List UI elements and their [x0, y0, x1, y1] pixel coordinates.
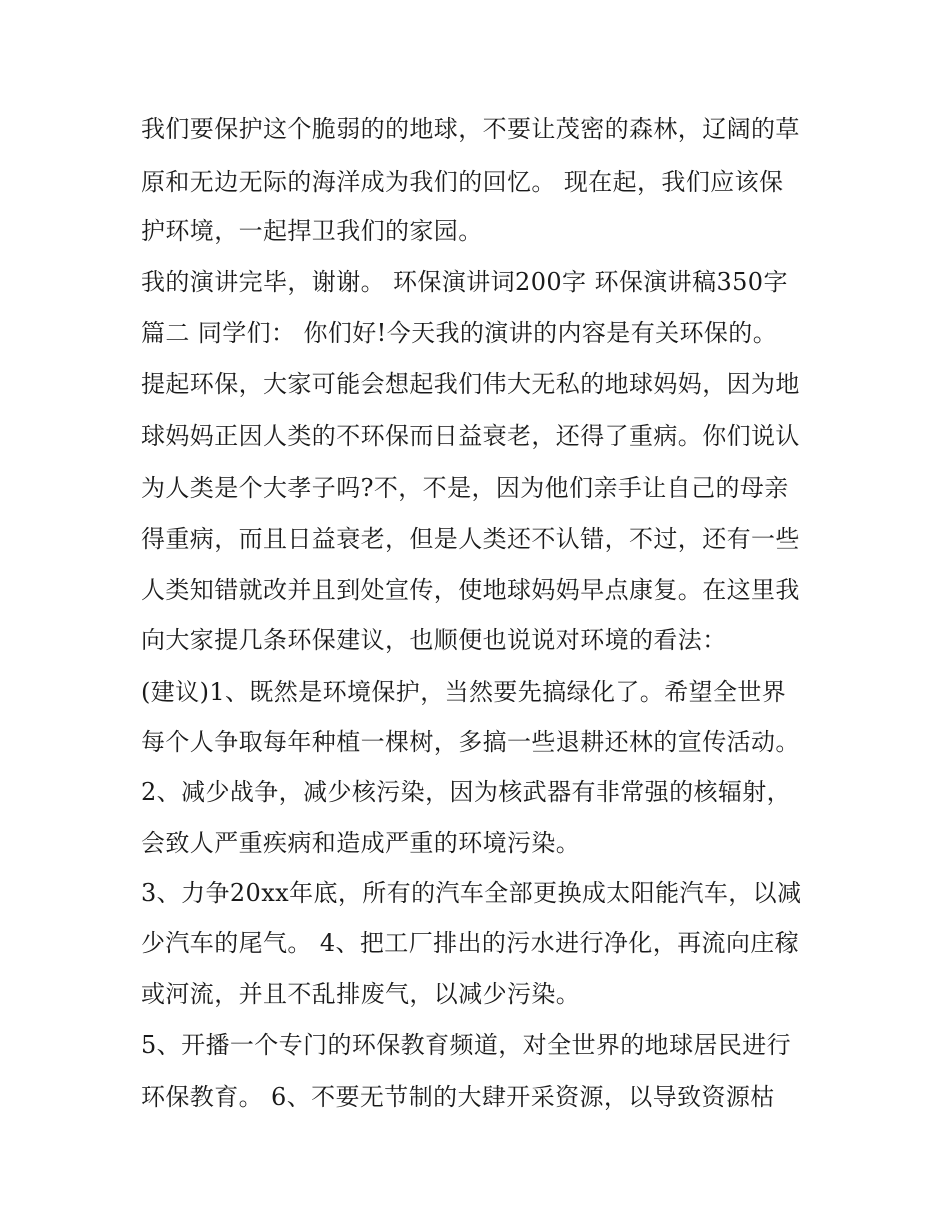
- paragraph-line: 我的演讲完毕，谢谢。 环保演讲词200字 环保演讲稿350字: [141, 268, 788, 296]
- paragraph-line: 篇二 同学们： 你们好!今天我的演讲的内容是有关环保的。: [141, 319, 778, 347]
- paragraph-line: 护环境，一起捍卫我们的家园。: [141, 217, 483, 245]
- paragraph-line: 原和无边无际的海洋成为我们的回忆。 现在起，我们应该保: [141, 168, 784, 196]
- paragraph-line: 提起环保，大家可能会想起我们伟大无私的地球妈妈，因为地: [141, 370, 800, 398]
- paragraph-line: (建议)1、既然是环境保护，当然要先搞绿化了。希望全世界: [141, 678, 787, 706]
- paragraph-line: 我们要保护这个脆弱的的地球，不要让茂密的森林，辽阔的草: [141, 115, 800, 143]
- paragraph-line: 每个人争取每年种植一棵树，多搞一些退耕还林的宣传活动。: [141, 728, 800, 756]
- paragraph-line: 得重病，而且日益衰老，但是人类还不认错，不过，还有一些: [141, 525, 800, 553]
- paragraph-line: 5、开播一个专门的环保教育频道，对全世界的地球居民进行: [141, 1031, 792, 1059]
- paragraph-line: 会致人严重疾病和造成严重的环境污染。: [141, 829, 581, 857]
- paragraph-line: 2、减少战争，减少核污染，因为核武器有非常强的核辐射，: [141, 778, 792, 806]
- paragraph-line: 或河流，并且不乱排废气，以减少污染。: [141, 980, 581, 1008]
- paragraph-line: 球妈妈正因人类的不环保而日益衰老，还得了重病。你们说认: [141, 422, 800, 450]
- paragraph-line: 少汽车的尾气。 4、把工厂排出的污水进行净化，再流向庄稼: [141, 929, 800, 957]
- paragraph-line: 人类知错就改并且到处宣传，使地球妈妈早点康复。在这里我: [141, 576, 800, 604]
- paragraph-line: 向大家提几条环保建议，也顺便也说说对环境的看法：: [141, 626, 727, 654]
- paragraph-line: 3、力争20xx年底，所有的汽车全部更换成太阳能汽车，以减: [141, 879, 802, 907]
- paragraph-line: 环保教育。 6、不要无节制的大肆开采资源，以导致资源枯: [141, 1083, 775, 1111]
- paragraph-line: 为人类是个大孝子吗?不，不是，因为他们亲手让自己的母亲: [141, 474, 789, 502]
